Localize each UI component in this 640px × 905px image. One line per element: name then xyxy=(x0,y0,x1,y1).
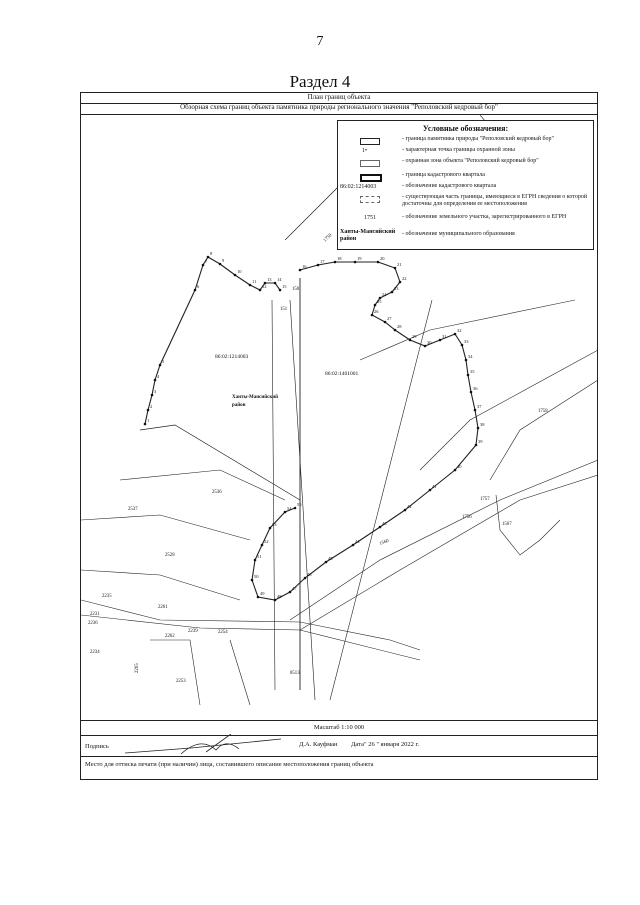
point-label: 42 xyxy=(407,504,412,509)
boundary-point xyxy=(294,507,297,510)
legend-text: - обозначение кадастрового квартала xyxy=(402,183,497,189)
legend-text: - обозначение муниципального образования xyxy=(402,231,515,237)
boundary-point xyxy=(259,289,262,292)
point-label: 6 xyxy=(197,284,200,289)
parcel-label: 2231 xyxy=(90,612,100,617)
boundary-point xyxy=(394,267,397,270)
legend-symbol-buffer-zone xyxy=(346,159,394,167)
point-label: 12 xyxy=(262,284,267,289)
boundary-point xyxy=(424,345,427,348)
parcel-label: 2265 xyxy=(135,663,140,673)
point-label: 13 xyxy=(267,277,272,282)
point-label: 8 xyxy=(210,251,213,256)
boundary-point xyxy=(394,329,397,332)
point-label: 5 xyxy=(162,359,165,364)
parcel-label: 1757 xyxy=(480,497,490,502)
signature-date: Дата" 26 " января 2022 г. xyxy=(351,741,420,748)
point-label: 2 xyxy=(150,404,153,409)
legend-text: - граница кадастрового квартала xyxy=(402,172,485,178)
point-label: 41 xyxy=(432,484,437,489)
parcel-label: 1758 xyxy=(538,409,548,414)
boundary-point xyxy=(251,579,254,582)
boundary-point xyxy=(159,364,162,367)
boundary-point xyxy=(274,282,277,285)
point-label: 27 xyxy=(387,316,392,321)
boundary-point xyxy=(147,409,150,412)
road-line-south-east xyxy=(290,460,597,620)
parcel-line-s xyxy=(230,640,250,705)
point-label: 55 xyxy=(297,502,302,507)
point-label: 43 xyxy=(382,521,387,526)
point-label: 16 xyxy=(302,264,307,269)
point-label: 23 xyxy=(394,286,399,291)
legend-row-parcel-label xyxy=(338,213,593,225)
scheme-title: Обзорная схема границ объекта памятника природы регионального значения "Реполовский кедровый бор" xyxy=(81,103,597,115)
point-label: 4 xyxy=(157,374,160,379)
signature-row xyxy=(81,734,597,757)
parcel-label: 2239 xyxy=(188,629,198,634)
quarter-label-west: 86:02:1214003 xyxy=(215,354,249,360)
road-line-south xyxy=(81,600,420,650)
legend-text: - охранная зона объекта "Реполовский кедровый бор" xyxy=(402,158,539,164)
boundary-point xyxy=(377,261,380,264)
point-label: 24 xyxy=(382,292,387,297)
legend-text: - обозначение земельного участка, зарегистрированного в ЕГРН xyxy=(402,214,567,220)
boundary-point xyxy=(207,256,210,259)
boundary-point xyxy=(474,409,477,412)
point-label: 49 xyxy=(260,591,265,596)
boundary-point xyxy=(475,444,478,447)
district-label-line1: Ханты-Мансийский xyxy=(232,395,278,400)
point-label: 15 xyxy=(282,284,287,289)
parcel-label: 151 xyxy=(280,307,288,312)
parcel-label: 2261 xyxy=(158,605,168,610)
point-label: 34 xyxy=(468,354,473,359)
point-label: 40 xyxy=(457,464,462,469)
parcel-label: 2528 xyxy=(165,553,175,558)
seal-place-text: Место для оттиска печати (при наличии) лица, составившего описание местоположения границ объекта xyxy=(85,761,374,768)
boundary-point xyxy=(454,333,457,336)
boundary-point xyxy=(409,339,412,342)
legend-symbol-district-label: Ханты-Мансийский район xyxy=(340,229,396,242)
boundary-point xyxy=(274,599,277,602)
boundary-point xyxy=(379,526,382,529)
boundary-point xyxy=(384,321,387,324)
legend-symbol-parcel-label: 1751 xyxy=(364,215,376,221)
parcel-label: 2254 xyxy=(218,630,228,635)
parcel-label: 150 xyxy=(292,287,300,292)
quarter-label-east: 86:02:1401001 xyxy=(325,371,359,377)
page-number: 7 xyxy=(316,34,324,49)
point-label: 17 xyxy=(320,259,325,264)
parcel-label: 2236 xyxy=(88,621,98,626)
point-label: 25 xyxy=(377,299,382,304)
legend-symbol-point: 1• xyxy=(362,148,368,154)
document-frame xyxy=(80,92,598,780)
map-area xyxy=(81,114,597,720)
parcel-label: 2537 xyxy=(128,507,138,512)
point-label: 9 xyxy=(222,258,225,263)
legend-row-district-label xyxy=(338,227,593,243)
boundary-point xyxy=(261,544,264,547)
point-label: 52 xyxy=(264,539,269,544)
point-label: 47 xyxy=(292,586,297,591)
point-label: 38 xyxy=(480,422,485,427)
legend-box xyxy=(337,120,594,250)
parcel-label: 2253 xyxy=(176,679,186,684)
point-label: 29 xyxy=(412,334,417,339)
boundary-point xyxy=(304,577,307,580)
boundary-point xyxy=(257,596,260,599)
boundary-point xyxy=(317,264,320,267)
parcel-label: 1567 xyxy=(502,522,512,527)
point-label: 45 xyxy=(328,556,333,561)
parcel-label: 2262 xyxy=(165,634,175,639)
parcel-label: 1756 xyxy=(462,515,472,520)
signature-label: Подпись xyxy=(85,743,109,750)
parcel-label: 8513 xyxy=(290,671,300,676)
boundary-point xyxy=(279,289,282,292)
handwritten-signature xyxy=(121,734,291,756)
boundary-point xyxy=(461,344,464,347)
boundary-point xyxy=(151,394,154,397)
point-label: 22 xyxy=(402,276,407,281)
point-label: 28 xyxy=(397,324,402,329)
point-label: 11 xyxy=(252,279,257,284)
point-label: 32 xyxy=(457,328,462,333)
monument-boundary-east xyxy=(252,262,478,600)
parcel-line-w1 xyxy=(120,470,285,500)
boundary-point xyxy=(371,314,374,317)
boundary-point xyxy=(470,391,473,394)
boundary-point xyxy=(374,304,377,307)
boundary-point xyxy=(249,284,252,287)
parcel-label: 2536 xyxy=(212,490,222,495)
diagonal-boundary xyxy=(140,425,300,500)
boundary-point xyxy=(399,281,402,284)
signer-name: Д.А. Кауфман xyxy=(299,741,338,748)
legend-symbol-quarter-boundary xyxy=(346,173,394,181)
point-label: 39 xyxy=(478,439,483,444)
boundary-point xyxy=(144,423,147,426)
boundary-point xyxy=(289,591,292,594)
parcel-line-e1 xyxy=(420,350,597,470)
point-label: 30 xyxy=(427,340,432,345)
point-label: 31 xyxy=(442,334,447,339)
boundary-point xyxy=(334,261,337,264)
legend-symbol-monument-boundary xyxy=(346,137,394,145)
legend-symbol-quarter-label: 86:02:1214003 xyxy=(340,184,377,190)
legend-symbol-existing-boundary xyxy=(346,195,394,203)
legend-row-buffer-zone xyxy=(338,157,593,169)
point-label: 33 xyxy=(464,339,469,344)
boundary-point xyxy=(391,291,394,294)
boundary-point xyxy=(352,544,355,547)
point-label: 7 xyxy=(205,259,208,264)
parcel-label: 2234 xyxy=(90,650,100,655)
boundary-point xyxy=(454,469,457,472)
point-label: 35 xyxy=(470,369,475,374)
parcel-line-sw xyxy=(150,640,200,705)
plan-title: План границ объекта xyxy=(81,93,597,104)
parcel-label: 1750 xyxy=(322,233,334,244)
point-label: 10 xyxy=(237,269,242,274)
legend-title: Условные обозначения: xyxy=(422,124,509,133)
parcel-label: 1560 xyxy=(378,538,390,547)
point-label: 3 xyxy=(154,389,157,394)
boundary-point xyxy=(299,269,302,272)
boundary-point xyxy=(234,274,237,277)
parcel-label: 2235 xyxy=(102,594,112,599)
boundary-point xyxy=(154,379,157,382)
point-label: 50 xyxy=(254,574,259,579)
point-label: 21 xyxy=(397,262,402,267)
section-title: Раздел 4 xyxy=(289,72,351,91)
point-label: 14 xyxy=(277,277,282,282)
parcel-line-w2 xyxy=(81,515,250,540)
boundary-point xyxy=(269,527,272,530)
boundary-point xyxy=(465,359,468,362)
point-label: 36 xyxy=(473,386,478,391)
boundary-point xyxy=(439,339,442,342)
point-label: 54 xyxy=(287,506,292,511)
boundary-point xyxy=(202,264,205,267)
point-label: 26 xyxy=(374,309,379,314)
boundary-point xyxy=(429,489,432,492)
legend-text: - существующая часть границы, имеющиеся в ЕГРН сведения о которой достаточны для определения ее местоположения xyxy=(402,194,588,207)
boundary-point xyxy=(219,263,222,266)
boundary-point xyxy=(284,511,287,514)
point-label: 51 xyxy=(257,554,262,559)
legend-row-existing-boundary xyxy=(338,193,593,211)
point-label: 18 xyxy=(337,256,342,261)
boundary-point xyxy=(194,289,197,292)
boundary-point xyxy=(404,509,407,512)
parcel-line-e2 xyxy=(490,380,597,480)
legend-text: - характерная точка границы охранной зоны xyxy=(402,147,515,153)
parcel-line-ne xyxy=(360,300,575,360)
district-label-line2: район xyxy=(232,403,246,408)
boundary-point xyxy=(467,374,470,377)
point-label: 53 xyxy=(272,522,277,527)
boundary-point xyxy=(325,561,328,564)
point-label: 48 xyxy=(277,594,282,599)
road-line-mid xyxy=(290,300,315,700)
point-label: 20 xyxy=(380,256,385,261)
seal-place-row xyxy=(81,756,597,779)
legend-text: - граница памятника природы "Реполовский кедровый бор" xyxy=(402,136,554,142)
point-label: 46 xyxy=(307,572,312,577)
boundary-point xyxy=(354,261,357,264)
point-label: 44 xyxy=(355,539,360,544)
point-label: 37 xyxy=(477,404,482,409)
point-label: 19 xyxy=(357,256,362,261)
scale-label: Масштаб 1:10 000 xyxy=(81,720,597,736)
road-line-south-east-2 xyxy=(300,475,597,630)
boundary-point xyxy=(477,427,480,430)
road-line-south-2 xyxy=(81,615,420,660)
boundary-point xyxy=(254,559,257,562)
point-label: 1 xyxy=(147,418,150,423)
